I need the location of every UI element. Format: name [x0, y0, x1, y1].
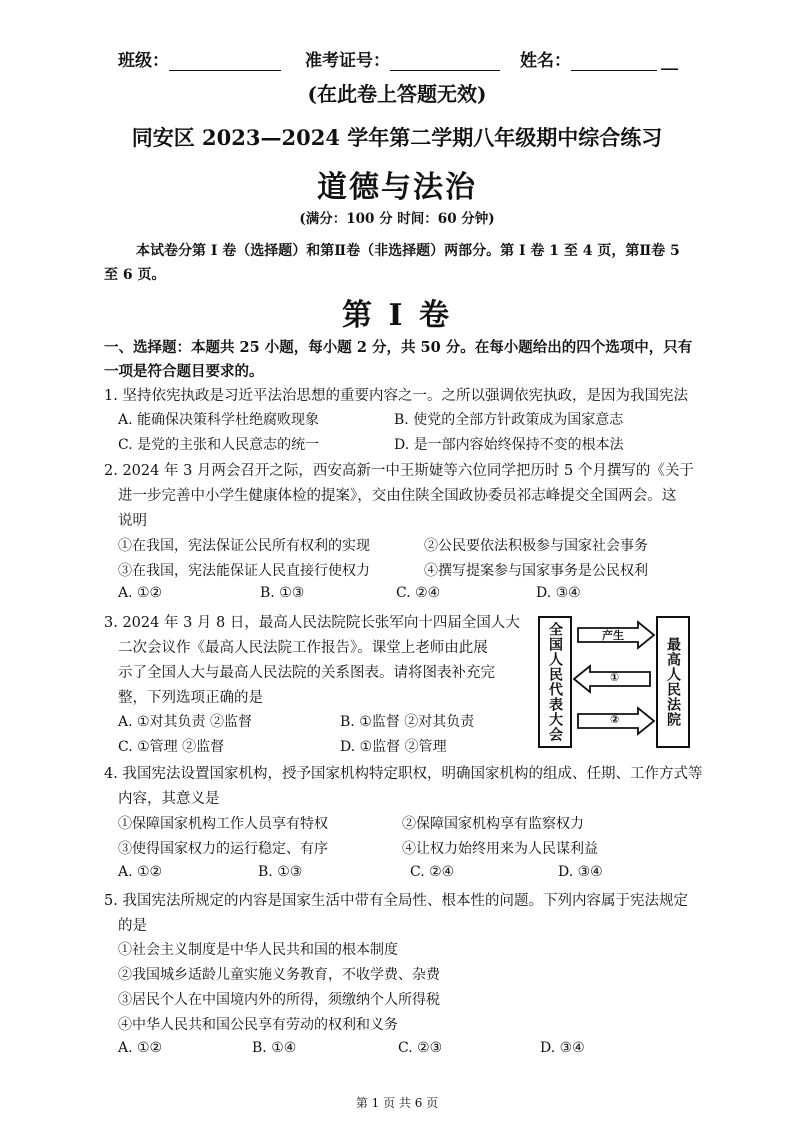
q4-option-c[interactable]: C. ②④: [410, 864, 455, 880]
q5-statement-3: ③居民个人在中国境内外的所得，须缴纳个人所得税: [118, 992, 440, 1008]
q1-option-b[interactable]: B. 使党的全部方针政策成为国家意志: [394, 412, 624, 428]
q2-stem-line1: 2. 2024 年 3 月两会召开之际，西安高新一中王斯婕等六位同学把历时 5 个月撰写的《关于: [104, 463, 694, 479]
q2-statement-4: ④撰写提案参与国家事务是公民权利: [424, 563, 648, 579]
q3-stem-line3: 示了全国人大与最高人民法院的关系图表。请将图表补充完: [118, 665, 495, 681]
q4-stem-line2: 内容，其意义是: [118, 791, 220, 807]
q4-statement-2: ②保障国家机构享有监察权力: [402, 816, 584, 832]
q5-option-c[interactable]: C. ②③: [398, 1040, 443, 1056]
q5-statement-1: ①社会主义制度是中华人民共和国的根本制度: [118, 942, 398, 958]
section-line1: 一、选择题：本题共 25 小题，每小题 2 分，共 50 分。在每小题给出的四个选项中，只有: [104, 339, 693, 356]
q4-option-d[interactable]: D. ③④: [558, 864, 603, 880]
q3-stem-line1: 3. 2024 年 3 月 8 日，最高人民法院院长张军向十四届全国人大: [104, 615, 520, 631]
q5-statement-2: ②我国城乡适龄儿童实施义务教育，不收学费、杂费: [118, 967, 440, 983]
q2-option-a[interactable]: A. ①②: [118, 585, 163, 601]
arrow-1-label: ①: [610, 671, 620, 684]
q2-statement-3: ③在我国，宪法能保证人民直接行使权力: [118, 563, 370, 579]
instructions-line2: 至 6 页。: [104, 267, 166, 283]
q2-option-c[interactable]: C. ②④: [396, 585, 441, 601]
name-label: 姓名：: [520, 51, 571, 71]
instructions-line1: 本试卷分第 I 卷（选择题）和第Ⅱ卷（非选择题）两部分。第 I 卷 1 至 4 页，第Ⅱ卷 5: [136, 243, 680, 259]
q5-option-b[interactable]: B. ①④: [252, 1040, 297, 1056]
q4-statement-4: ④让权力始终用来为人民谋利益: [402, 841, 598, 857]
exam-no-blank[interactable]: [390, 52, 500, 71]
exam-title: 同安区 2023—2024 学年第二学期八年级期中综合练习: [131, 125, 663, 150]
q5-option-d[interactable]: D. ③④: [540, 1040, 585, 1056]
q3-stem-line2: 二次会议作《最高人民法院工作报告》。课堂上老师由此展: [118, 640, 488, 656]
q3-stem-line4: 整，下列选项正确的是: [118, 690, 263, 706]
page-footer: 第 1 页 共 6 页: [355, 1096, 439, 1110]
q3-option-a[interactable]: A. ①对其负责 ②监督: [118, 714, 253, 730]
section-line2: 一项是符合题目要求的。: [104, 363, 264, 380]
q2-option-b[interactable]: B. ①③: [260, 585, 305, 601]
q4-statement-3: ③使得国家权力的运行稳定、有序: [118, 841, 328, 857]
exam-no-field: [305, 46, 500, 71]
q2-option-d[interactable]: D. ③④: [536, 585, 581, 601]
volume-title: 第 I 卷: [342, 298, 452, 333]
exam-no-label: 准考证号：: [305, 51, 390, 71]
name-blank[interactable]: [571, 52, 657, 71]
q1-option-c[interactable]: C. 是党的主张和人民意志的统一: [118, 437, 320, 453]
q5-option-a[interactable]: A. ①②: [118, 1040, 163, 1056]
q2-stem-line2: 进一步完善中小学生健康体检的提案》，交由住陕全国政协委员祁志峰提交全国两会。这: [118, 488, 677, 504]
q1-stem: 1. 坚持依宪执政是习近平法治思想的重要内容之一。之所以强调依宪执政，是因为我国宪法: [104, 388, 688, 404]
q2-statement-2: ②公民要依法积极参与国家社会事务: [424, 538, 648, 554]
q4-statement-1: ①保障国家机构工作人员享有特权: [118, 816, 328, 832]
name-trail: __: [661, 51, 678, 71]
q2-stem-line3: 说明: [118, 513, 147, 529]
q5-stem-line1: 5. 我国宪法所规定的内容是国家生活中带有全局性、根本性的问题。下列内容属于宪法规定: [104, 893, 688, 909]
q5-stem-line2: 的是: [118, 918, 147, 934]
arrow-2-label: ②: [610, 713, 620, 726]
q3-relationship-diagram: [530, 610, 696, 750]
q3-option-b[interactable]: B. ①监督 ②对其负责: [340, 714, 475, 730]
subject-title: 道德与法治: [317, 170, 477, 205]
q4-stem-line1: 4. 我国宪法设置国家机构，授予国家机构特定职权，明确国家机构的组成、任期、工作方式等: [104, 766, 703, 782]
q5-statement-4: ④中华人民共和国公民享有劳动的权利和义务: [118, 1017, 398, 1033]
invalid-note: (在此卷上答题无效): [307, 82, 487, 106]
q1-option-a[interactable]: A. 能确保决策科学杜绝腐败现象: [118, 412, 320, 428]
q4-option-b[interactable]: B. ①③: [258, 864, 303, 880]
class-label: 班级：: [118, 51, 169, 71]
name-field: [520, 46, 678, 71]
score-time: (满分：100 分 时间：60 分钟): [299, 211, 495, 227]
npc-box: 全国人民代表大会: [538, 616, 572, 748]
class-blank[interactable]: [169, 52, 281, 71]
q3-option-c[interactable]: C. ①管理 ②监督: [118, 739, 225, 755]
q4-option-a[interactable]: A. ①②: [118, 864, 163, 880]
class-field: [118, 46, 281, 71]
arrow-produce-label: 产生: [602, 629, 624, 642]
supreme-court-box: 最高人民法院: [656, 616, 690, 748]
q2-statement-1: ①在我国，宪法保证公民所有权利的实现: [118, 538, 370, 554]
q3-option-d[interactable]: D. ①监督 ②管理: [340, 739, 447, 755]
q1-option-d[interactable]: D. 是一部内容始终保持不变的根本法: [394, 437, 624, 453]
